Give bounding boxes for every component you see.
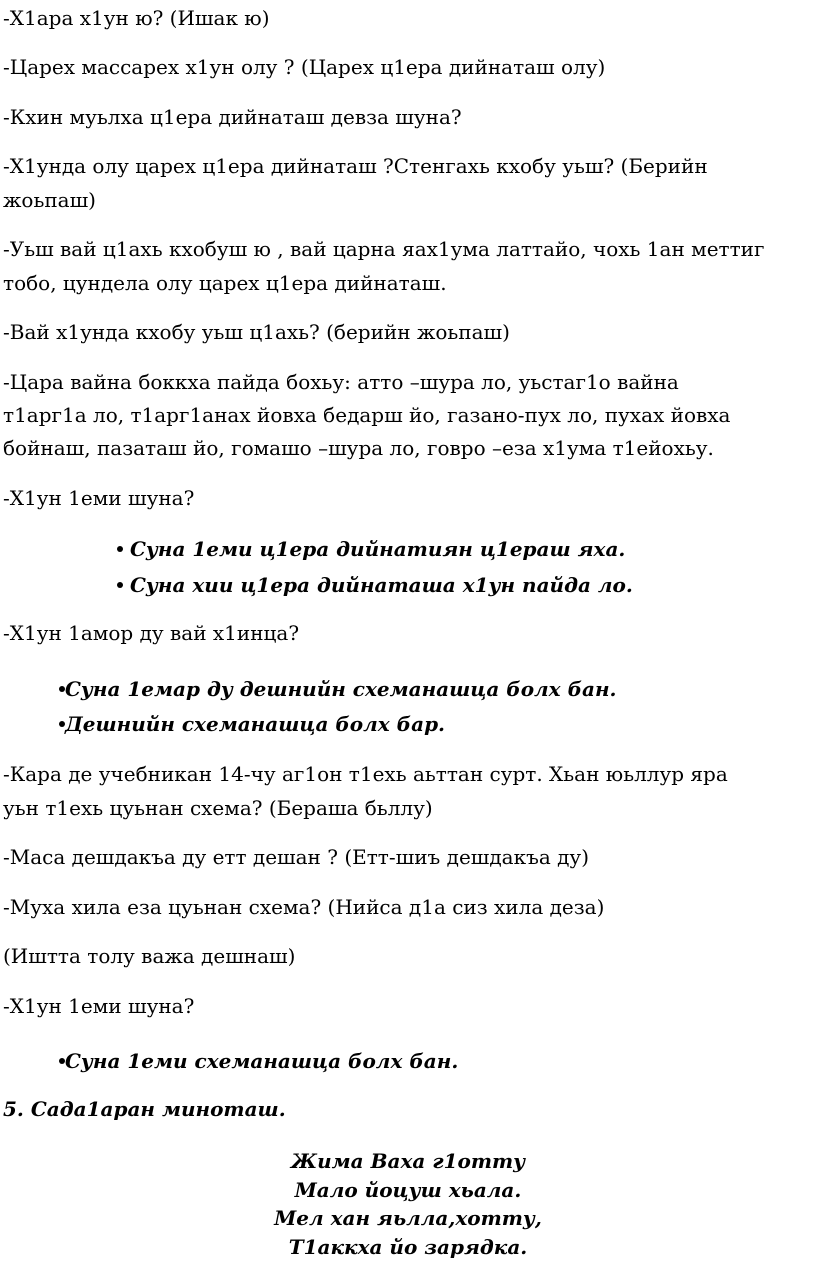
paragraph-question-what-study: -Х1ун 1амор ду вай х1инца?: [3, 621, 300, 645]
paragraph-answer-benefits-cont2: бойнаш, пазаташ йо, гомашо –шура ло, говро –еза х1ума т1ейохьу.: [3, 436, 714, 460]
paragraph-answer-kept-at-home: -Уьш вай ц1ахь кхобуш ю , вай царна яах1ума латтайо, чохь 1ан меттиг: [3, 237, 765, 261]
paragraph-question-what-learned-2: -Х1ун 1еми шуна?: [3, 994, 195, 1018]
paragraph-answer-benefits-cont1: т1арг1а ло, т1арг1анах йовха бедарш йо, газано-пух ло, пухах йовха: [3, 403, 731, 427]
paragraph-question-other-animals: -Кхин муьлха ц1ера дийнаташ девза шуна?: [3, 105, 462, 129]
list-item-learned-names: Суна 1еми ц1ера дийнатиян ц1ераш яха.: [130, 537, 626, 561]
list-item-learned-benefits: Суна хии ц1ера дийнаташа х1ун пайда ло.: [130, 573, 633, 597]
paragraph-question-what-learned: -Х1ун 1еми шуна?: [3, 486, 195, 510]
list-item-learned-schemes: Суна 1еми схеманашца болх бан.: [65, 1049, 459, 1073]
list-item-study-schemes: Суна 1емар ду дешнийн схеманашца болх бан.: [65, 677, 617, 701]
paragraph-answer-kept-at-home-cont: тобо, цундела олу царех ц1ера дийнаташ.: [3, 271, 447, 295]
poem-line: Т1аккха йо зарядка.: [288, 1235, 528, 1259]
paragraph-other-words: (Иштта толу важа дешнаш): [3, 944, 296, 968]
section-title-physical-minute: 5. Сада1аран миноташ.: [3, 1097, 286, 1121]
paragraph-textbook-picture: -Кара де учебникан 14-чу аг1он т1ехь аьттан сурт. Хьан юьллур яра: [3, 762, 728, 786]
paragraph-question-why-domestic-cont: жоьпаш): [3, 188, 96, 212]
poem-line: Мало йоцуш хьала.: [294, 1178, 522, 1202]
list-item-work-schemes: Дешнийн схеманашца болх бар.: [65, 712, 446, 736]
bullet-dot: [117, 546, 123, 552]
paragraph-question-what-animal: -Х1ара х1ун ю? (Ишак ю): [3, 6, 270, 30]
paragraph-answer-benefits: -Цара вайна боккха пайда бохьу: атто –шура ло, уьстаг1о вайна: [3, 370, 679, 394]
paragraph-textbook-picture-cont: уьн т1ехь цуьнан схема? (Бераша бьллу): [3, 796, 433, 820]
paragraph-question-why-domestic: -Х1унда олу царех ц1ера дийнаташ ?Стенгахь кхобу уьш? (Берийн: [3, 154, 708, 178]
paragraph-question-why-keep: -Вай х1унда кхобу уьш ц1ахь? (берийн жоьпаш): [3, 320, 510, 344]
paragraph-question-scheme-shape: -Муха хила еза цуьнан схема? (Нийса д1а сиз хила деза): [3, 895, 605, 919]
poem-line: Жима Ваха г1отту: [290, 1149, 526, 1173]
poem-line: Мел хан яьлла,хотту,: [274, 1206, 542, 1230]
paragraph-question-syllables: -Маса дешдакъа ду етт дешан ? (Етт-шиъ дешдакъа ду): [3, 845, 589, 869]
paragraph-question-all-animals: -Царех массарех х1ун олу ? (Царех ц1ера дийнаташ олу): [3, 55, 606, 79]
bullet-dot: [117, 582, 123, 588]
